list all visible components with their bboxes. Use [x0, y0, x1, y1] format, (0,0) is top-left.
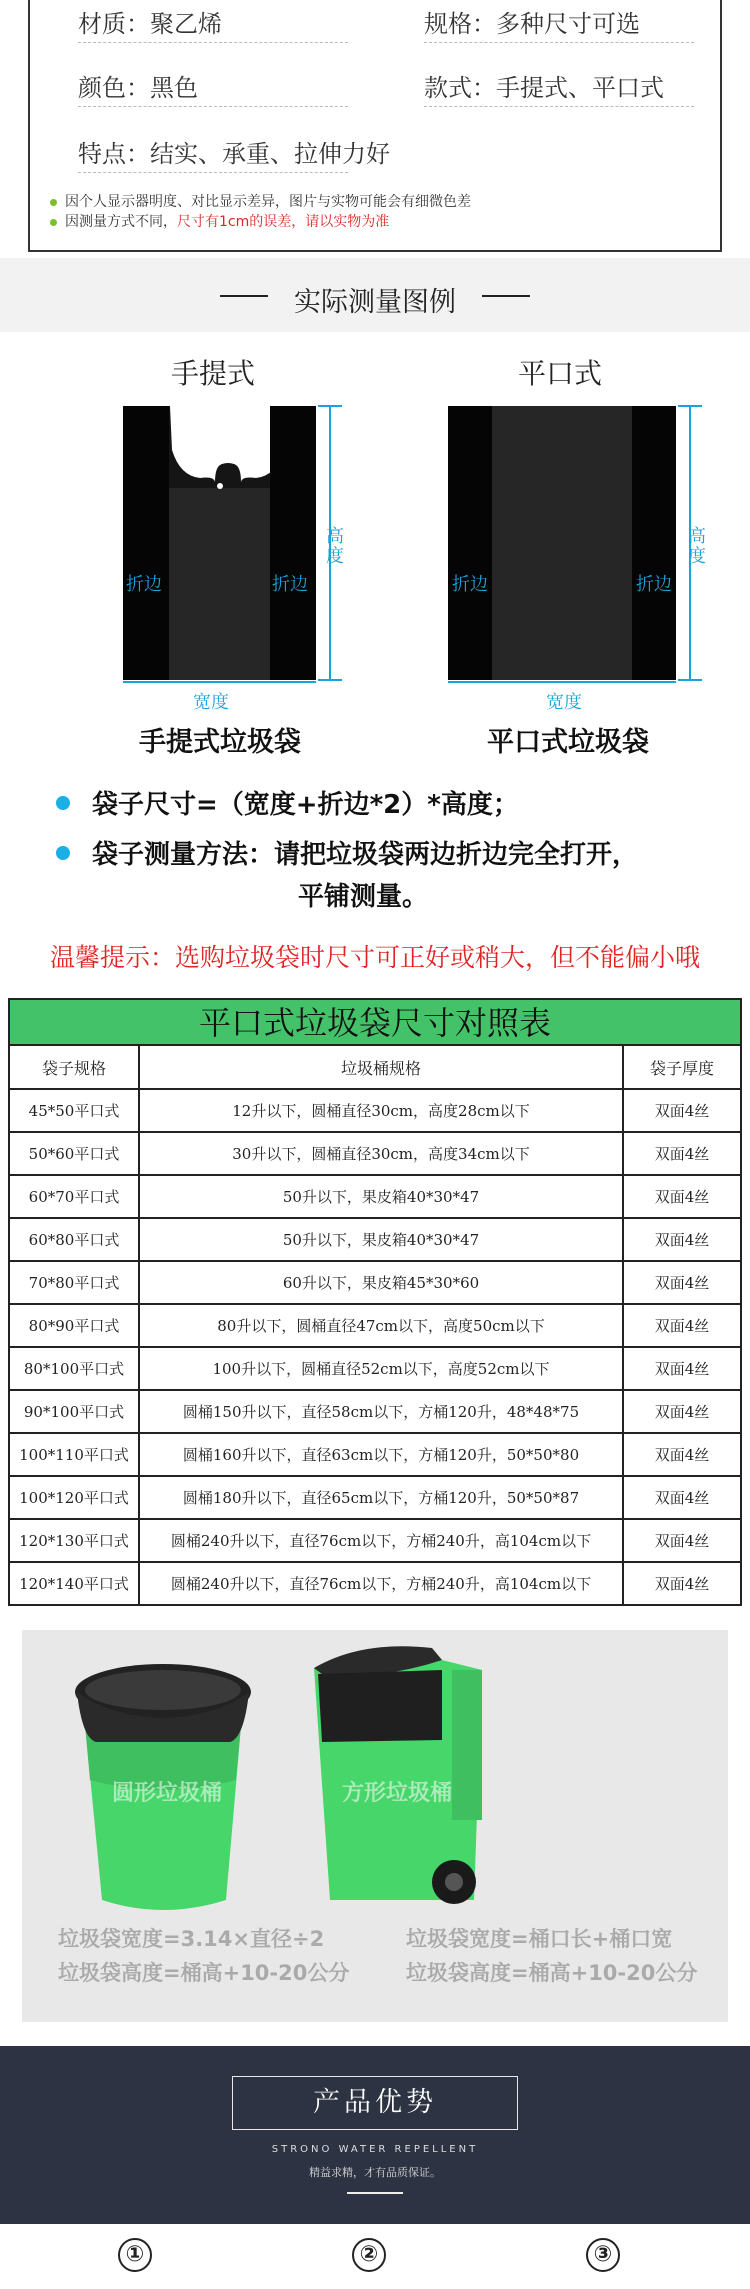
spec-size: 规格：多种尺寸可选 — [424, 10, 640, 38]
handle-bag-title: 手提式 — [170, 357, 255, 390]
table-row — [9, 1132, 741, 1175]
spec-color: 颜色：黑色 — [78, 74, 198, 102]
spec-card — [28, 0, 722, 252]
table-header-cell: 垃圾桶规格 — [139, 1045, 623, 1089]
flat-height-label: 高度 — [688, 526, 706, 567]
table-cell-thickness: 双面4丝 — [623, 1175, 741, 1218]
table-cell-bin-spec: 12升以下，圆桶直径30cm，高度28cm以下 — [139, 1089, 623, 1132]
table-cell-thickness: 双面4丝 — [623, 1390, 741, 1433]
table-row — [9, 1175, 741, 1218]
table-cell-bin-spec: 圆桶160升以下，直径63cm以下，方桶120升，50*50*80 — [139, 1433, 623, 1476]
advantage-title: 产品优势 — [232, 2076, 518, 2130]
title-dash — [482, 295, 530, 297]
note-2: 因测量方式不同，尺寸有1cm的误差，请以实物为准 — [50, 212, 471, 232]
table-row — [9, 1304, 741, 1347]
round-bin-label: 圆形垃圾桶 — [111, 1781, 222, 1806]
table-row — [9, 1433, 741, 1476]
note-1: 因个人显示器明度、对比显示差异，图片与实物可能会有细微色差 — [50, 192, 471, 212]
bullet-dot-icon — [56, 846, 70, 860]
spec-material: 材质：聚乙烯 — [78, 10, 222, 38]
advantage-banner — [0, 2046, 750, 2224]
handle-bag-caption: 手提式垃圾袋 — [139, 727, 301, 758]
handle-fold-left-label: 折边 — [126, 574, 162, 595]
table-cell-bin-spec: 圆桶240升以下，直径76cm以下，方桶240升，高104cm以下 — [139, 1562, 623, 1605]
square-bin-height-formula: 垃圾袋高度=桶高+10-20公分 — [406, 1961, 698, 1985]
table-cell-bag-size: 100*120平口式 — [9, 1476, 139, 1519]
spec-divider — [424, 42, 694, 43]
table-cell-bag-size: 60*80平口式 — [9, 1218, 139, 1261]
table-row — [9, 1562, 741, 1605]
table-cell-bin-spec: 50升以下，果皮箱40*30*47 — [139, 1218, 623, 1261]
table-cell-bin-spec: 80升以下，圆桶直径47cm以下，高度50cm以下 — [139, 1304, 623, 1347]
spec-style: 款式：手提式、平口式 — [424, 74, 664, 102]
table-cell-bag-size: 60*70平口式 — [9, 1175, 139, 1218]
round-bin-width-formula: 垃圾袋宽度=3.14×直径÷2 — [58, 1927, 325, 1951]
bullet-dot-icon — [56, 796, 70, 810]
flat-fold-left-label: 折边 — [452, 574, 488, 595]
table-cell-bag-size: 80*90平口式 — [9, 1304, 139, 1347]
table-row — [9, 1519, 741, 1562]
table-cell-thickness: 双面4丝 — [623, 1519, 741, 1562]
flat-fold-right-label: 折边 — [636, 574, 672, 595]
table-cell-bin-spec: 60升以下，果皮箱45*30*60 — [139, 1261, 623, 1304]
size-table-grid — [8, 1044, 742, 1606]
measure-section-title: 实际测量图例 — [294, 287, 456, 318]
table-cell-bin-spec: 100升以下，圆桶直径52cm以下，高度52cm以下 — [139, 1347, 623, 1390]
advantage-number-2: ② — [352, 2238, 386, 2272]
table-cell-thickness: 双面4丝 — [623, 1562, 741, 1605]
advantage-underline — [347, 2192, 403, 2194]
table-cell-bin-spec: 圆桶150升以下，直径58cm以下，方桶120升，48*48*75 — [139, 1390, 623, 1433]
round-bin-formulas — [58, 1922, 349, 1990]
table-cell-thickness: 双面4丝 — [623, 1089, 741, 1132]
table-row — [9, 1390, 741, 1433]
table-cell-bin-spec: 圆桶240升以下，直径76cm以下，方桶240升，高104cm以下 — [139, 1519, 623, 1562]
table-cell-bin-spec: 30升以下，圆桶直径30cm，高度34cm以下 — [139, 1132, 623, 1175]
table-cell-bag-size: 90*100平口式 — [9, 1390, 139, 1433]
round-bin-height-formula: 垃圾袋高度=桶高+10-20公分 — [58, 1961, 350, 1985]
bag-diagrams — [0, 390, 750, 710]
measure-section-header — [0, 258, 750, 332]
square-bin-formulas — [406, 1922, 697, 1990]
table-cell-bag-size: 120*130平口式 — [9, 1519, 139, 1562]
flat-bag-illustration — [448, 406, 702, 682]
flat-bag-title: 平口式 — [517, 357, 602, 390]
bins-panel — [22, 1630, 728, 2022]
table-row — [9, 1261, 741, 1304]
size-table — [8, 998, 742, 1606]
advantage-subtitle-cn: 精益求精，才有品质保证。 — [309, 2166, 441, 2179]
bullet-measure-method: 袋子测量方法：请把垃圾袋两边折边完全打开， — [56, 834, 638, 871]
spec-divider — [78, 42, 348, 43]
advantage-number-3: ③ — [586, 2238, 620, 2272]
notes — [50, 192, 471, 232]
table-cell-thickness: 双面4丝 — [623, 1476, 741, 1519]
table-header-cell: 袋子厚度 — [623, 1045, 741, 1089]
table-row — [9, 1089, 741, 1132]
bullet-dot-icon — [50, 219, 57, 226]
bullet-size-formula: 袋子尺寸=（宽度+折边*2）*高度； — [56, 784, 519, 821]
table-row — [9, 1347, 741, 1390]
table-header-row — [9, 1045, 741, 1089]
table-cell-bag-size: 45*50平口式 — [9, 1089, 139, 1132]
handle-fold-right-label: 折边 — [272, 574, 308, 595]
table-cell-bag-size: 70*80平口式 — [9, 1261, 139, 1304]
table-cell-thickness: 双面4丝 — [623, 1132, 741, 1175]
table-cell-bag-size: 50*60平口式 — [9, 1132, 139, 1175]
handle-width-label: 宽度 — [193, 692, 229, 713]
flat-bag-caption: 平口式垃圾袋 — [487, 727, 649, 758]
square-bin-label: 方形垃圾桶 — [341, 1781, 452, 1806]
spec-divider — [424, 106, 694, 107]
table-cell-bin-spec: 圆桶180升以下，直径65cm以下，方桶120升，50*50*87 — [139, 1476, 623, 1519]
table-cell-bag-size: 120*140平口式 — [9, 1562, 139, 1605]
table-body — [9, 1089, 741, 1605]
table-header-cell: 袋子规格 — [9, 1045, 139, 1089]
advantage-subtitle-en: STRONO WATER REPELLENT — [271, 2144, 479, 2155]
bullet-measure-method-cont: 平铺测量。 — [298, 882, 429, 912]
warm-tip: 温馨提示：选购垃圾袋时尺寸可正好或稍大，但不能偏小哦 — [49, 943, 700, 972]
square-bin-width-formula: 垃圾袋宽度=桶口长+桶口宽 — [406, 1927, 673, 1951]
advantage-number-1: ① — [118, 2238, 152, 2272]
table-cell-thickness: 双面4丝 — [623, 1261, 741, 1304]
spec-divider — [78, 172, 348, 173]
table-cell-thickness: 双面4丝 — [623, 1433, 741, 1476]
spec-divider — [78, 106, 348, 107]
table-cell-bag-size: 80*100平口式 — [9, 1347, 139, 1390]
bullet-dot-icon — [50, 199, 57, 206]
table-cell-bag-size: 100*110平口式 — [9, 1433, 139, 1476]
flat-width-label: 宽度 — [546, 692, 582, 713]
handle-bag-illustration — [123, 406, 342, 682]
table-row — [9, 1218, 741, 1261]
size-table-title: 平口式垃圾袋尺寸对照表 — [8, 998, 742, 1044]
table-cell-thickness: 双面4丝 — [623, 1304, 741, 1347]
table-cell-bin-spec: 50升以下，果皮箱40*30*47 — [139, 1175, 623, 1218]
table-row — [9, 1476, 741, 1519]
spec-feature: 特点：结实、承重、拉伸力好 — [78, 140, 390, 168]
table-cell-thickness: 双面4丝 — [623, 1347, 741, 1390]
handle-height-label: 高度 — [326, 526, 344, 567]
table-cell-thickness: 双面4丝 — [623, 1218, 741, 1261]
